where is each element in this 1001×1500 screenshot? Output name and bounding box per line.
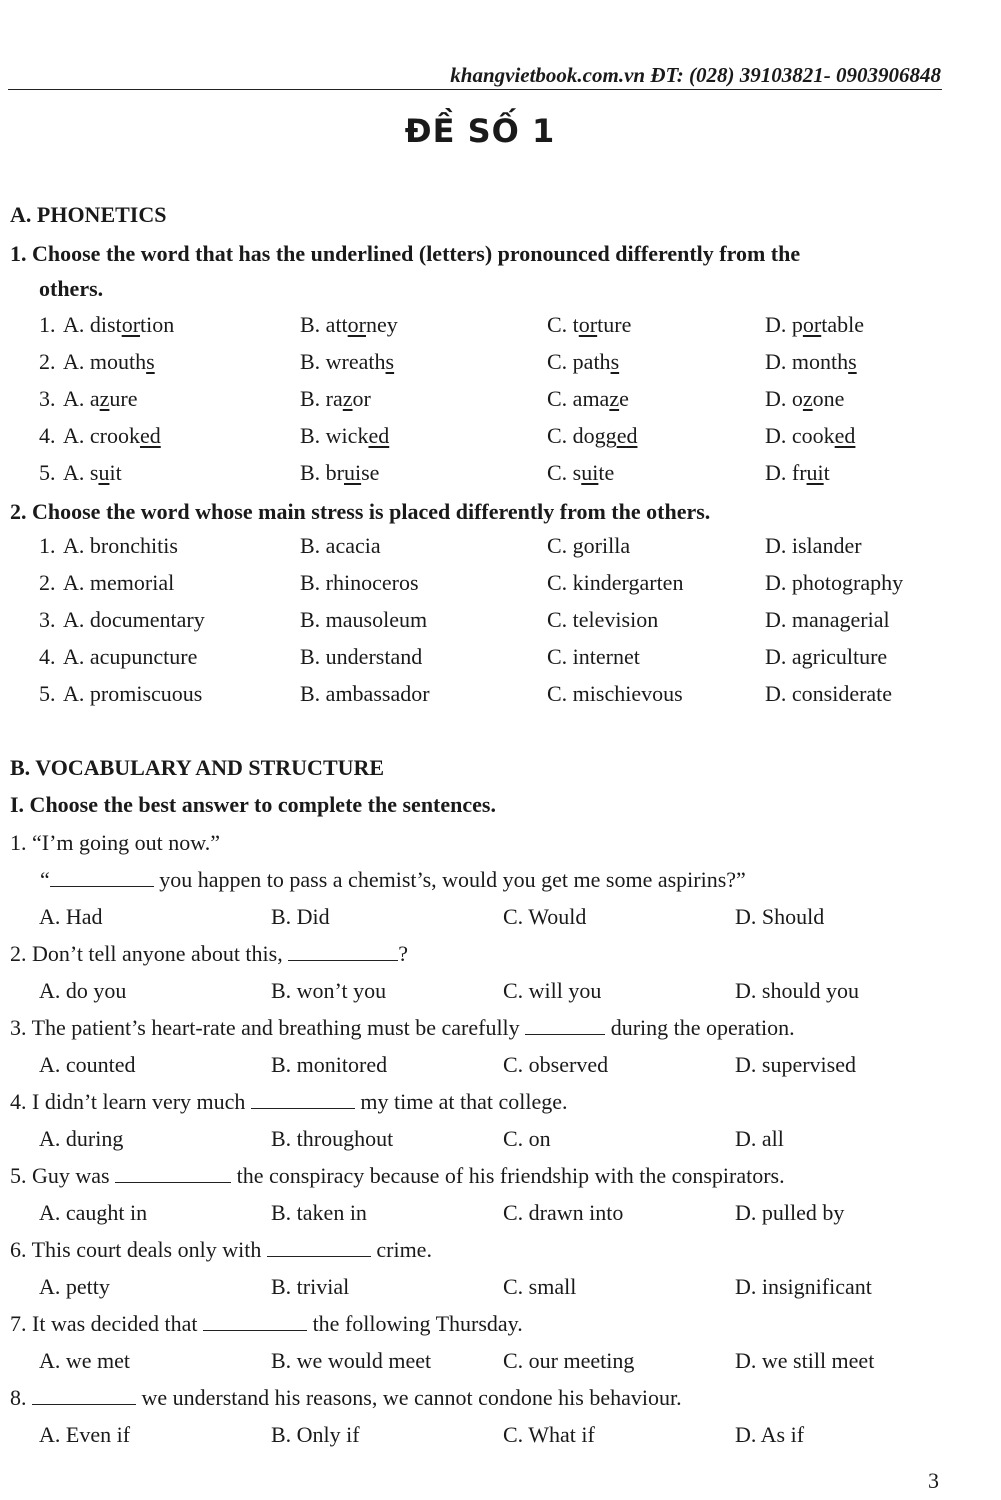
question-number: 2. — [39, 349, 56, 374]
options-row — [0, 1052, 1001, 1082]
options-row — [0, 1274, 1001, 1304]
answer-option: D. portable — [765, 312, 864, 337]
answer-option: B. trivial — [271, 1274, 350, 1299]
header-divider — [8, 89, 942, 90]
answer-option: A. counted — [39, 1052, 136, 1077]
answer-option: B. acacia — [300, 533, 381, 558]
instruction-line: 1. Choose the word that has the underlined (letters) pronounced differently from the — [10, 241, 801, 266]
question-text: 1. “I’m going out now.” — [10, 830, 220, 855]
answer-blank — [288, 942, 398, 961]
underlined-letters: or — [578, 312, 598, 337]
answer-option: C. internet — [547, 644, 640, 669]
underlined-letters: s — [848, 349, 857, 374]
answer-option: C. observed — [503, 1052, 609, 1077]
question-row — [0, 312, 1001, 342]
question-text: 7. It was decided that the following Thursday. — [10, 1311, 523, 1336]
answer-option: A. bronchitis — [63, 533, 178, 558]
answer-option: A. we met — [39, 1348, 131, 1373]
answer-option: A. suit — [63, 460, 122, 485]
underlined-letters: or — [802, 312, 822, 337]
question-number: 3. — [39, 607, 56, 632]
section-a-heading: A. PHONETICS — [10, 202, 167, 227]
underlined-letters: z — [609, 386, 620, 411]
answer-option: D. months — [765, 349, 857, 374]
answer-option: A. do you — [39, 978, 127, 1003]
answer-option: C. amaze — [547, 386, 629, 411]
answer-blank — [115, 1164, 231, 1183]
question-number: 1. — [39, 533, 56, 558]
underlined-letters: s — [385, 349, 395, 374]
question-row — [0, 644, 1001, 674]
options-row — [0, 1422, 1001, 1452]
answer-option: D. As if — [735, 1422, 805, 1447]
question-row — [0, 460, 1001, 490]
underlined-letters: ui — [581, 460, 599, 485]
answer-option: D. photography — [765, 570, 904, 595]
question-text: 2. Don’t tell anyone about this, ? — [10, 941, 408, 966]
answer-option: B. bruise — [300, 460, 380, 485]
options-row — [0, 978, 1001, 1008]
section-b-instruction: I. Choose the best answer to complete the sentences. — [10, 792, 496, 817]
underlined-letters: ed — [368, 423, 390, 448]
answer-option: A. caught in — [39, 1200, 148, 1225]
answer-option: D. supervised — [735, 1052, 856, 1077]
answer-option: B. understand — [300, 644, 423, 669]
answer-option: B. Only if — [271, 1422, 360, 1447]
answer-option: D. fruit — [765, 460, 830, 485]
question-number: 3. — [39, 386, 56, 411]
underlined-letters: ui — [806, 460, 824, 485]
question-number: 1. — [39, 312, 56, 337]
answer-option: D. ozone — [765, 386, 845, 411]
answer-option: A. memorial — [63, 570, 175, 595]
phonetics-instruction-2: 2. Choose the word whose main stress is placed differently from the others. — [10, 499, 711, 524]
answer-option: A. promiscuous — [63, 681, 203, 706]
answer-option: D. islander — [765, 533, 862, 558]
answer-option: B. we would meet — [271, 1348, 432, 1373]
question-text: 8. we understand his reasons, we cannot condone his behaviour. — [10, 1385, 682, 1410]
answer-option: C. our meeting — [503, 1348, 635, 1373]
question-text: 5. Guy was the conspiracy because of his friendship with the conspirators. — [10, 1163, 785, 1188]
answer-option: C. What if — [503, 1422, 595, 1447]
underlined-letters: ui — [344, 460, 362, 485]
answer-option: C. on — [503, 1126, 551, 1151]
question-number: 4. — [39, 423, 56, 448]
instruction-line: others. — [39, 276, 104, 301]
answer-option: B. razor — [300, 386, 371, 411]
underlined-letters: z — [802, 386, 813, 411]
underlined-letters: s — [610, 349, 620, 374]
answer-option: B. rhinoceros — [300, 570, 419, 595]
answer-option: C. paths — [547, 349, 620, 374]
answer-option: A. during — [39, 1126, 124, 1151]
question-row — [0, 681, 1001, 711]
answer-option: B. Did — [271, 904, 330, 929]
underlined-letters: u — [98, 460, 110, 485]
answer-option: D. we still meet — [735, 1348, 875, 1373]
answer-option: D. insignificant — [735, 1274, 872, 1299]
question-text: 4. I didn’t learn very much my time at that college. — [10, 1089, 568, 1114]
answer-option: B. won’t you — [271, 978, 387, 1003]
answer-option: A. crooked — [63, 423, 161, 448]
answer-option: D. all — [735, 1126, 784, 1151]
answer-blank — [203, 1312, 307, 1331]
underlined-letters: ed — [616, 423, 638, 448]
answer-option: A. petty — [39, 1274, 110, 1299]
section-b-heading: B. VOCABULARY AND STRUCTURE — [10, 755, 385, 780]
answer-option: C. dogged — [547, 423, 638, 448]
answer-option: A. mouths — [63, 349, 155, 374]
answer-option: C. gorilla — [547, 533, 631, 558]
answer-option: D. considerate — [765, 681, 893, 706]
answer-option: B. taken in — [271, 1200, 367, 1225]
answer-option: C. mischievous — [547, 681, 683, 706]
answer-option: A. azure — [63, 386, 138, 411]
answer-option: A. acupuncture — [63, 644, 198, 669]
question-row — [0, 349, 1001, 379]
question-row — [0, 607, 1001, 637]
answer-option: C. small — [503, 1274, 577, 1299]
question-text: 3. The patient’s heart-rate and breathing must be carefully during the operation. — [10, 1015, 795, 1040]
underlined-letters: z — [342, 386, 353, 411]
question-number: 5. — [39, 681, 56, 706]
answer-option: C. torture — [547, 312, 632, 337]
question-row — [0, 570, 1001, 600]
underlined-letters: ed — [139, 423, 161, 448]
answer-blank — [525, 1016, 605, 1035]
header-contact: khangvietbook.com.vn ĐT: (028) 39103821- 0903906848 — [450, 63, 941, 87]
question-row — [0, 386, 1001, 416]
answer-option: D. pulled by — [735, 1200, 845, 1225]
answer-option: B. wicked — [300, 423, 390, 448]
answer-option: A. documentary — [63, 607, 205, 632]
answer-option: D. managerial — [765, 607, 890, 632]
underlined-letters: or — [347, 312, 366, 337]
answer-option: A. Even if — [39, 1422, 131, 1447]
question-number: 2. — [39, 570, 56, 595]
underlined-letters: z — [99, 386, 110, 411]
answer-option: C. suite — [547, 460, 615, 485]
answer-option: D. agriculture — [765, 644, 888, 669]
answer-option: C. will you — [503, 978, 602, 1003]
answer-option: B. monitored — [271, 1052, 388, 1077]
answer-option: C. television — [547, 607, 659, 632]
answer-option: A. Had — [39, 904, 103, 929]
answer-option: C. drawn into — [503, 1200, 624, 1225]
page-number: 3 — [928, 1468, 939, 1493]
answer-blank — [50, 868, 154, 887]
answer-blank — [251, 1090, 355, 1109]
answer-option: B. throughout — [271, 1126, 394, 1151]
underlined-letters: s — [146, 349, 155, 374]
question-number: 4. — [39, 644, 56, 669]
question-text: “ you happen to pass a chemist’s, would you get me some aspirins?” — [40, 867, 746, 892]
phonetics-instruction-1 — [10, 236, 940, 306]
underlined-letters: or — [121, 312, 141, 337]
options-row — [0, 1200, 1001, 1230]
options-row — [0, 1126, 1001, 1156]
answer-option: B. mausoleum — [300, 607, 428, 632]
underlined-letters: ed — [834, 423, 856, 448]
answer-option: B. wreaths — [300, 349, 395, 374]
options-row — [0, 904, 1001, 934]
answer-blank — [32, 1386, 136, 1405]
answer-option: B. ambassador — [300, 681, 430, 706]
options-row — [0, 1348, 1001, 1378]
answer-option: D. cooked — [765, 423, 856, 448]
answer-option: C. Would — [503, 904, 587, 929]
answer-option: B. attorney — [300, 312, 398, 337]
question-row — [0, 533, 1001, 563]
answer-option: C. kindergarten — [547, 570, 684, 595]
question-number: 5. — [39, 460, 56, 485]
question-row — [0, 423, 1001, 453]
answer-option: D. Should — [735, 904, 825, 929]
answer-option: A. distortion — [63, 312, 175, 337]
answer-blank — [267, 1238, 371, 1257]
answer-option: D. should you — [735, 978, 860, 1003]
page-title: ĐỀ SỐ 1 — [404, 112, 556, 150]
question-text: 6. This court deals only with crime. — [10, 1237, 432, 1262]
